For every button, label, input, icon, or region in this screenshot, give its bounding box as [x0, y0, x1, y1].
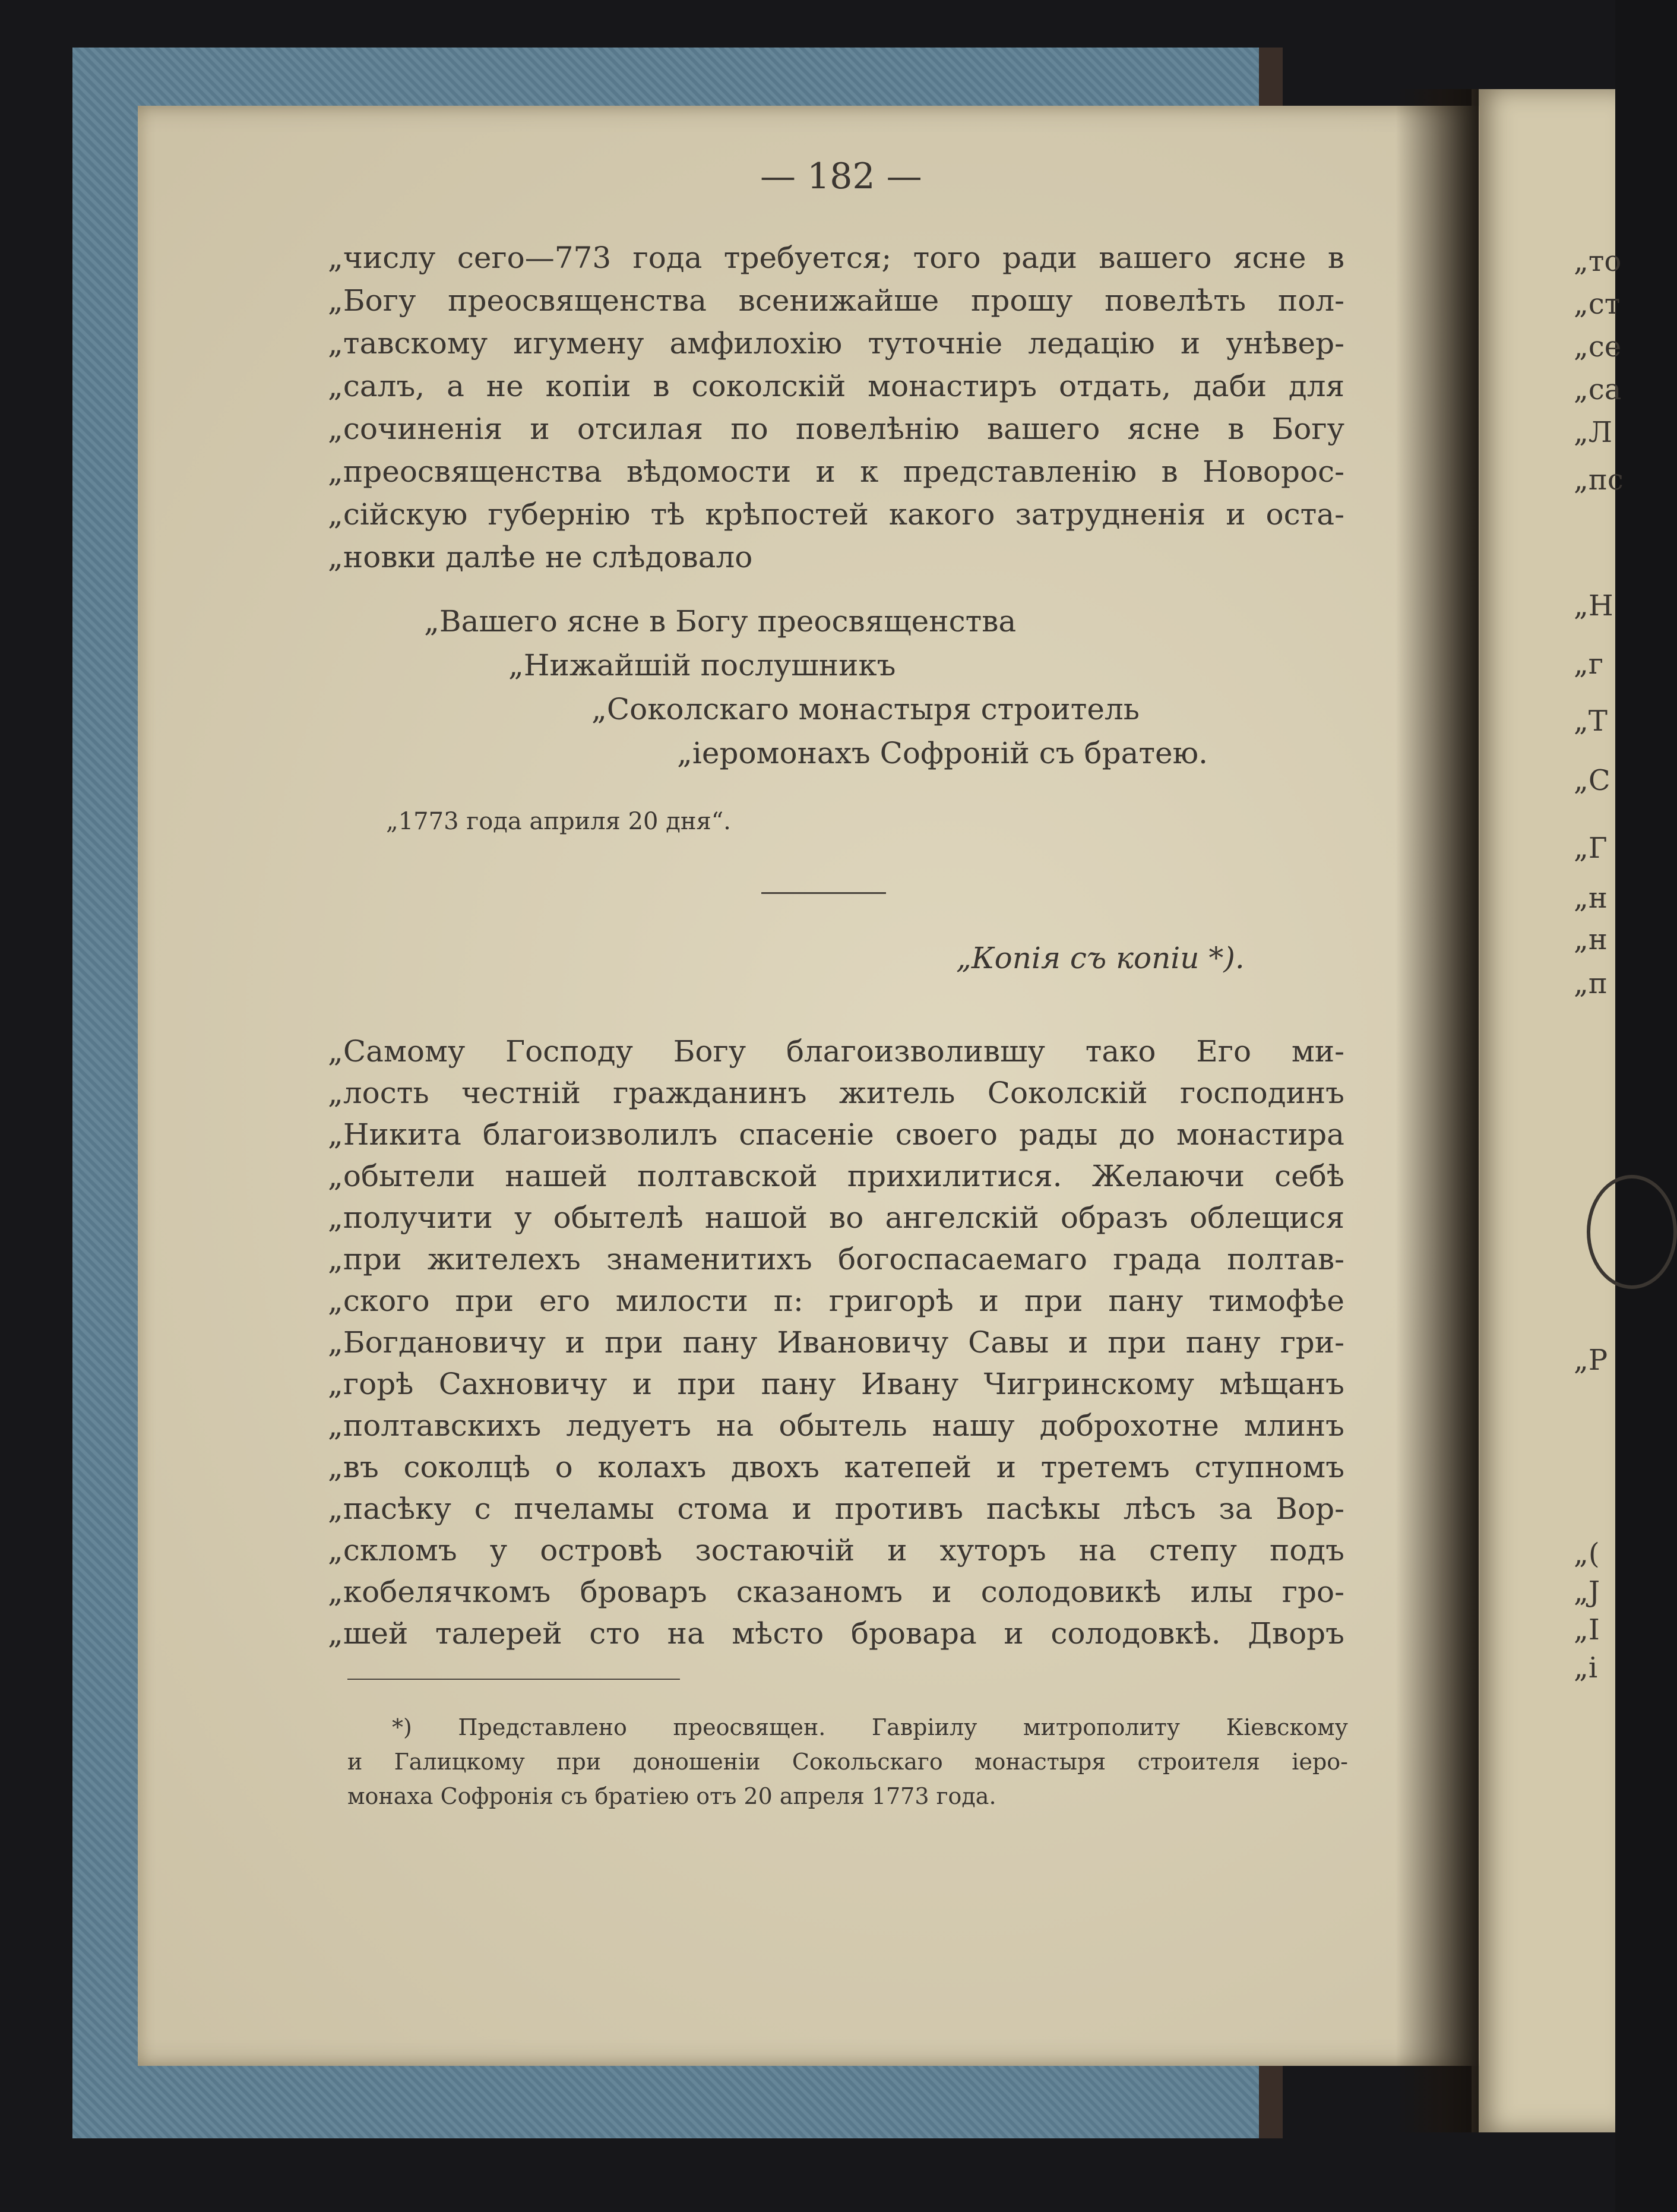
facing-page-fragment: „Т: [1574, 704, 1608, 738]
facing-page-fragment: „пс: [1574, 463, 1624, 497]
body-line: „тавскому игумену амфилохію туточніе ледацію и унѣвер-: [328, 326, 1344, 361]
signature-line: „Нижайшій послушникъ: [508, 648, 896, 682]
facing-page-fragment: „г: [1574, 647, 1604, 681]
footnote-line: *) Представлено преосвящен. Гавріилу митрополиту Кіевскому: [392, 1714, 1348, 1740]
body-line: „въ соколцѣ о колахъ двохъ катепей и третемъ ступномъ: [328, 1450, 1344, 1484]
body-line: „лость честній гражданинъ житель Соколскій господинъ: [328, 1076, 1344, 1110]
facing-page-fragment: „Л: [1574, 416, 1612, 449]
body-line: „ского при его милости п: григорѣ и при пану тимофѣе: [328, 1284, 1344, 1318]
facing-page-fragment: „н: [1574, 923, 1608, 956]
facing-page-fragment: „С: [1574, 764, 1610, 797]
body-line: „сочиненія и отсилая по повелѣнію вашего ясне в Богу: [328, 412, 1344, 446]
facing-page-fragment: „н: [1574, 881, 1608, 915]
facing-page-fragment: „Г: [1574, 832, 1608, 865]
body-line: „шей талерей сто на мѣсто бровара и солодовкѣ. Дворъ: [328, 1616, 1344, 1651]
body-line: „при жителехъ знаменитихъ богоспасаемаго града полтав-: [328, 1242, 1344, 1276]
section-heading: „Копія съ копіи *).: [956, 941, 1245, 975]
body-line: „преосвященства вѣдомости и к представленію в Новорос-: [328, 454, 1344, 489]
body-line: „горѣ Сахновичу и при пану Ивану Чигринскому мѣщанъ: [328, 1367, 1344, 1401]
body-line: „обытели нашей полтавской прихилитися. Желаючи себѣ: [328, 1159, 1344, 1193]
body-line: „новки далѣе не слѣдовало: [328, 540, 753, 574]
facing-page-fragment: „Н: [1574, 589, 1613, 622]
facing-page-fragment: „(: [1574, 1537, 1600, 1570]
facing-page-fragment: „I: [1574, 1613, 1600, 1647]
body-line: „Богу преосвященства всенижайше прошу повелѣть пол-: [328, 283, 1344, 318]
signature-line: „Вашего ясне в Богу преосвященства: [424, 604, 1017, 639]
facing-page-fragment: „се: [1574, 330, 1622, 364]
body-line: „салъ, а не копіи в соколскій монастиръ отдать, даби для: [328, 369, 1344, 403]
footnote-rule: [347, 1679, 680, 1680]
facing-page-fragment: „J: [1574, 1575, 1600, 1609]
signature-line: „іеромонахъ Софроній съ братею.: [677, 736, 1208, 770]
body-line: „Самому Господу Богу благоизволившу тако Его ми-: [328, 1034, 1344, 1069]
footnote-line: и Галицкому при доношеніи Сокольскаго монастыря строителя іеро-: [347, 1749, 1348, 1775]
body-line: „скломъ у островѣ зостаючій и хуторъ на степу подъ: [328, 1533, 1344, 1568]
body-line: „пасѣку с пчеламы стома и противъ пасѣкы лѣсъ за Вор-: [328, 1491, 1344, 1526]
facing-page-fragment: „то: [1574, 245, 1622, 278]
signature-line: „Соколскаго монастыря строитель: [591, 692, 1140, 726]
body-line: „Богдановичу и при пану Ивановичу Савы и при пану гри-: [328, 1325, 1344, 1360]
body-line: „числу сего—773 года требуется; того ради вашего ясне в: [328, 241, 1344, 275]
facing-page-fragment: „Р: [1574, 1344, 1608, 1377]
body-line: „кобелячкомъ броваръ сказаномъ и солодовикѣ илы гро-: [328, 1575, 1344, 1609]
facing-page-fragment: „са: [1574, 373, 1622, 406]
facing-page-fragment: „п: [1574, 967, 1608, 1000]
library-stamp: [1587, 1175, 1677, 1289]
body-line: „получити у обытелѣ нашой во ангелскій образъ облещися: [328, 1200, 1344, 1235]
facing-page-fragment: „і: [1574, 1651, 1598, 1685]
section-divider: [761, 892, 886, 894]
page-number-header: — 182 —: [760, 156, 922, 197]
body-line: „полтавскихъ ледуетъ на обытель нашу доброхотне млинъ: [328, 1408, 1344, 1443]
facing-page-fragment: „ст: [1574, 287, 1621, 321]
footnote-line: монаха Софронія съ братіею отъ 20 апреля 1773 года.: [347, 1783, 996, 1809]
date-line: „1773 года априля 20 дня“.: [386, 808, 731, 835]
body-line: „сійскую губернію тѣ крѣпостей какого затрудненія и оста-: [328, 497, 1344, 532]
body-line: „Никита благоизволилъ спасеніе своего рады до монастира: [328, 1117, 1344, 1152]
